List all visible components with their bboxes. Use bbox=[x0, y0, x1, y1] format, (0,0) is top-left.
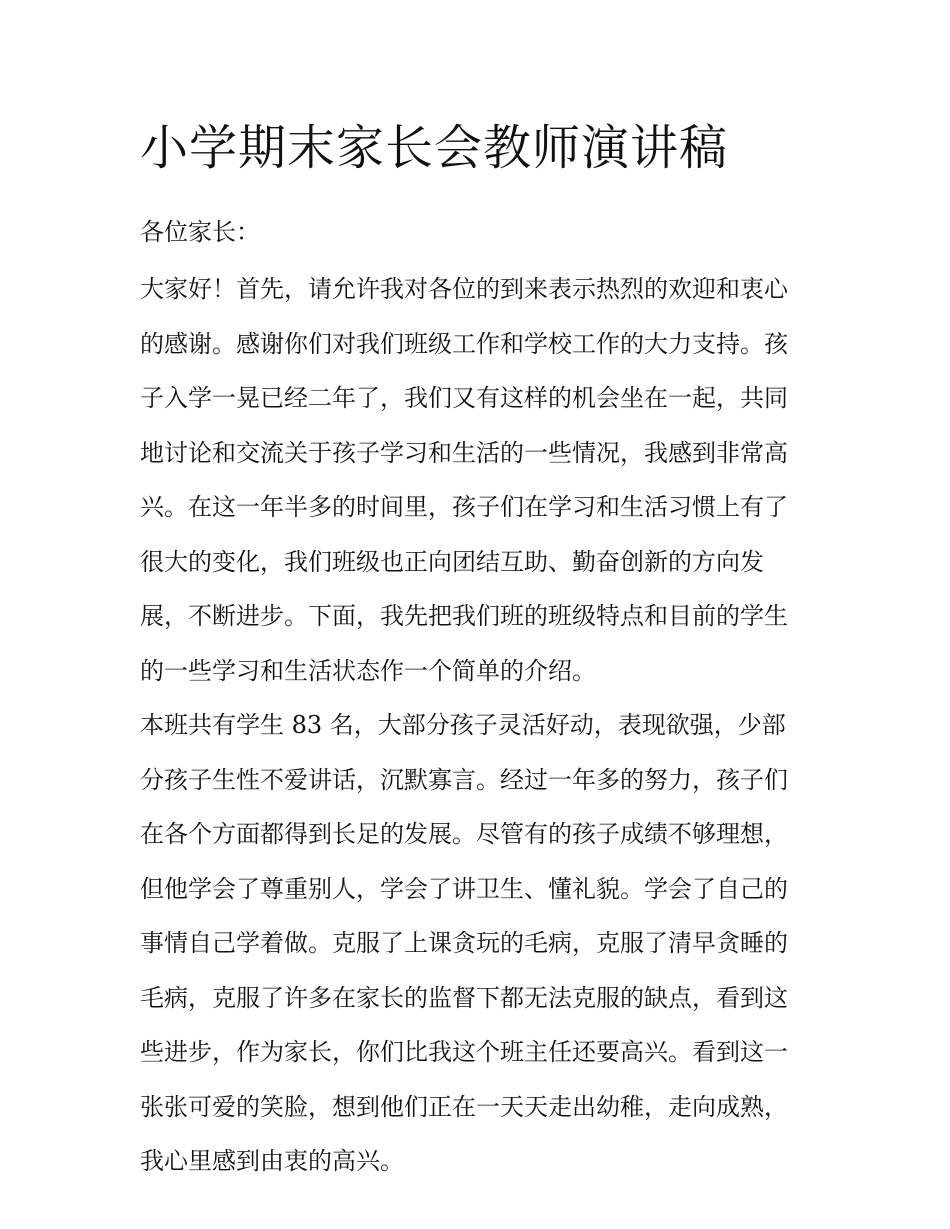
document-page bbox=[140, 112, 812, 1189]
paragraph-welcome: 大家好！首先，请允许我对各位的到来表示热烈的欢迎和衷心 的感谢。感谢你们对我们班级工作和学校工作的大力支持。孩 子入学一晃已经二年了，我们又有这样的机会坐在一起，共同 地讨论和交流关于孩子学习和生活的一些情况，我感到非常高 兴。在这一年半多的时间里，孩子们在学习和生活习惯上有了 很大的变化，我们班级也正向团结互助、勤奋创新的方向发 展，不断进步。下面，我先把我们班的班级特点和目前的学生 的一些学习和生活状态作一个简单的介绍。 bbox=[140, 275, 788, 685]
salutation: 各位家长： bbox=[140, 218, 260, 246]
paragraph-class-intro: 本班共有学生 83 名，大部分孩子灵活好动，表现欲强，少部 分孩子生性不爱讲话，沉默寡言。经过一年多的努力，孩子们 在各个方面都得到长足的发展。尽管有的孩子成绩不够理想， 但他学会了尊重别人，学会了讲卫生、懂礼貌。学会了自己的 事情自己学着做。克服了上课贪玩的毛病，克服了清早贪睡的 毛病，克服了许多在家长的监督下都无法克服的缺点，看到这 些进步，作为家长，你们比我这个班主任还要高兴。看到这一 张张可爱的笑脸，想到他们正在一天天走出幼稚，走向成熟， 我心里感到由衷的高兴。 bbox=[140, 711, 788, 1175]
document-title: 小学期末家长会教师演讲稿 bbox=[140, 120, 729, 176]
